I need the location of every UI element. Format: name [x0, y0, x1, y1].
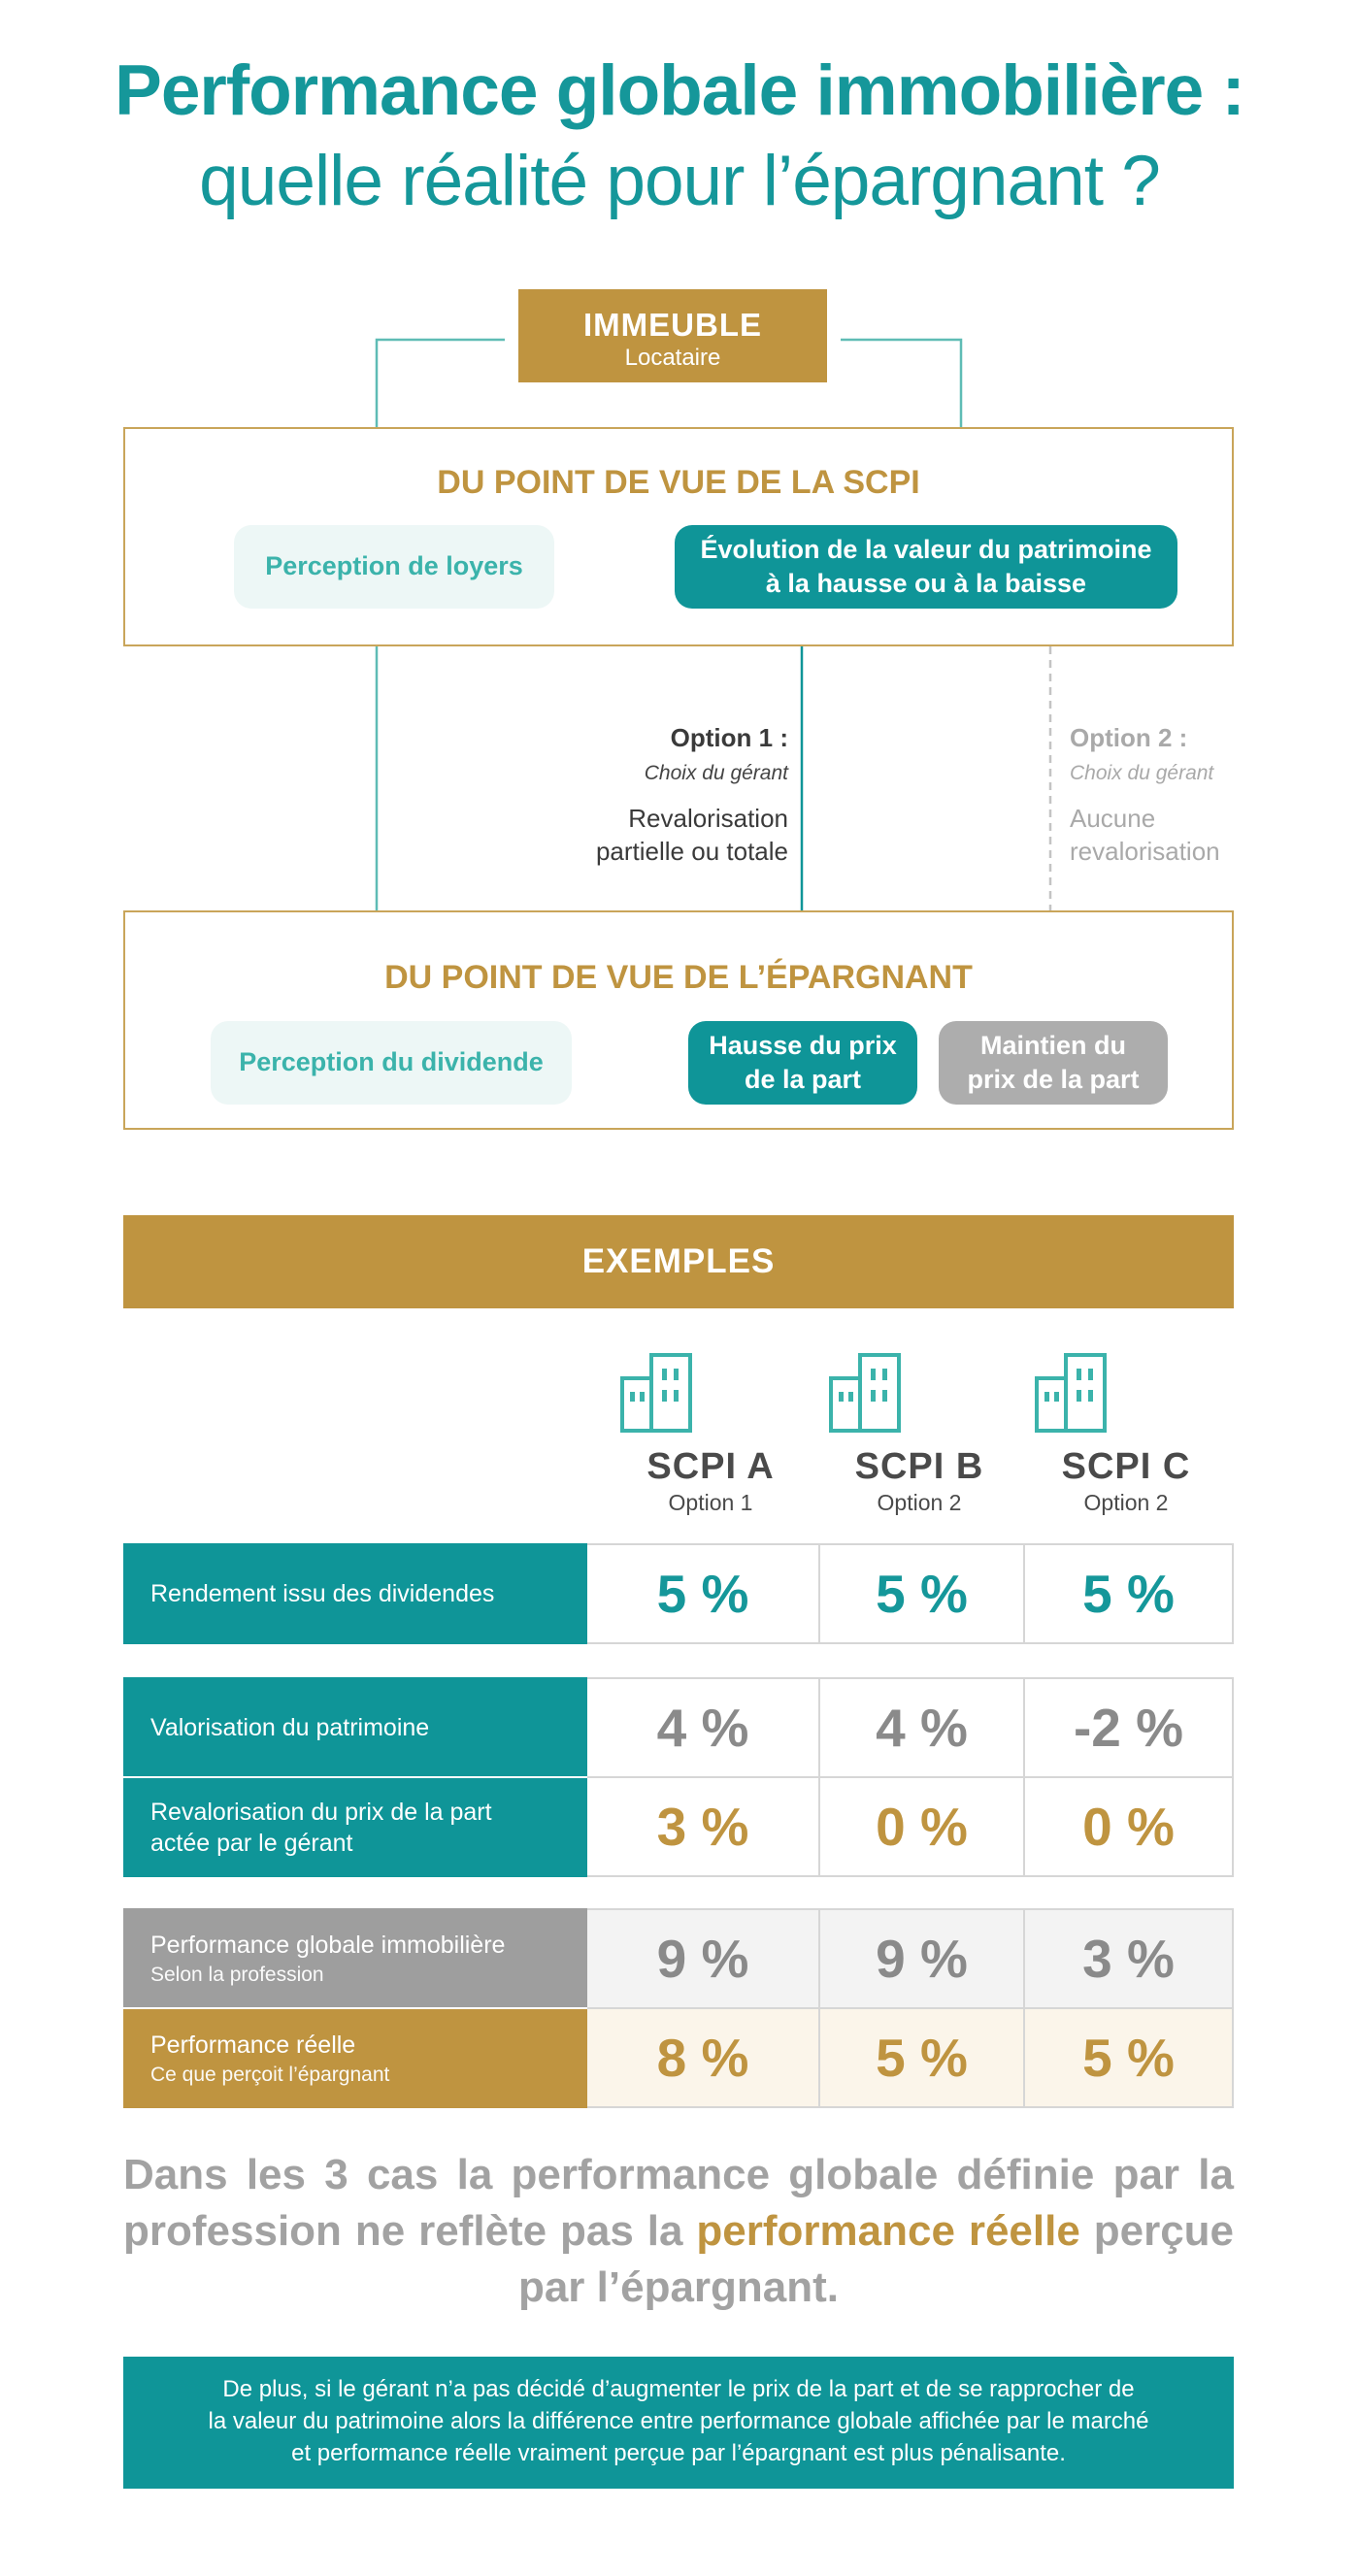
footnote-line2: la valeur du patrimoine alors la différence entre performance globale affichée par le marché — [208, 2408, 1149, 2434]
scpi-option: Option 2 — [1083, 1490, 1169, 1515]
option1-title: Option 1 : — [670, 723, 788, 752]
pill-hausse-line1: Hausse du prix — [709, 1030, 897, 1060]
option2-block — [1070, 722, 1264, 869]
table-cell: 9 % — [587, 1908, 820, 2009]
column-header-scpi-c — [1029, 1446, 1223, 1516]
row-label — [123, 1908, 587, 2009]
option1-text-line2: partielle ou totale — [595, 837, 788, 867]
footnote-box — [123, 2357, 1234, 2489]
pill-maintien-prix — [939, 1021, 1168, 1105]
row-label — [123, 1776, 587, 1877]
pill-maintien-line1: Maintien du — [980, 1030, 1126, 1060]
column-header-scpi-b — [822, 1446, 1016, 1516]
table-cell: 5 % — [820, 1543, 1025, 1644]
pill-hausse-line2: de la part — [744, 1065, 862, 1094]
option2-title: Option 2 : — [1070, 723, 1188, 752]
conclusion-highlight: performance réelle — [696, 2207, 1080, 2255]
table-row-valorisation — [123, 1677, 1234, 1778]
table-cell: -2 % — [1025, 1677, 1234, 1778]
pill-evolution-valeur — [675, 525, 1177, 609]
option1-text-line1: Revalorisation — [628, 803, 788, 833]
pill-evolution-line2: à la hausse ou à la baisse — [765, 569, 1087, 598]
table-cell: 5 % — [1025, 2007, 1234, 2108]
option2-text-line1: Aucune — [1070, 803, 1156, 833]
scpi-name: SCPI B — [854, 1446, 984, 1487]
saver-view-title: DU POINT DE VUE DE L’ÉPARGNANT — [384, 959, 973, 996]
table-cell: 3 % — [1025, 1908, 1234, 2009]
building-icon — [825, 1349, 922, 1441]
table-row-revalorisation — [123, 1776, 1234, 1877]
row-label-line1: Revalorisation du prix de la part — [150, 1798, 492, 1826]
immeuble-title: IMMEUBLE — [583, 307, 762, 343]
examples-banner: EXEMPLES — [123, 1215, 1234, 1308]
table-cell: 8 % — [587, 2007, 820, 2108]
immeuble-subtitle: Locataire — [624, 345, 721, 371]
building-icon — [1031, 1349, 1128, 1441]
pill-perception-dividende: Perception du dividende — [211, 1021, 572, 1105]
table-cell: 4 % — [587, 1677, 820, 1778]
immeuble-box — [518, 289, 827, 382]
pill-maintien-line2: prix de la part — [967, 1065, 1140, 1094]
option1-subtitle: Choix du gérant — [644, 761, 788, 784]
pill-evolution-line1: Évolution de la valeur du patrimoine — [700, 534, 1152, 564]
page-title: Performance globale immobilière : — [115, 51, 1244, 130]
conclusion-part1: Dans les 3 cas la performance globale définie par la profession ne reflète pas la — [123, 2151, 1234, 2255]
option2-text-line2: revalorisation — [1070, 837, 1220, 867]
row-label-main: Performance globale immobilière — [150, 1932, 506, 1960]
column-header-scpi-a — [613, 1446, 808, 1516]
scpi-name: SCPI C — [1061, 1446, 1191, 1487]
table-cell: 3 % — [587, 1776, 820, 1877]
footnote-line3: et performance réelle vraiment perçue par l’épargnant est plus pénalisante. — [291, 2440, 1066, 2466]
saver-view-frame — [123, 910, 1234, 1130]
scpi-name: SCPI A — [646, 1446, 775, 1487]
table-row-performance-globale — [123, 1908, 1234, 2009]
row-label-main: Performance réelle — [150, 2031, 356, 2060]
table-cell: 9 % — [820, 1908, 1025, 2009]
conclusion-text — [123, 2147, 1234, 2316]
table-cell: 0 % — [1025, 1776, 1234, 1877]
table-row-performance-reelle — [123, 2007, 1234, 2108]
building-icon — [616, 1349, 713, 1441]
table-cell: 5 % — [820, 2007, 1025, 2108]
option2-subtitle: Choix du gérant — [1070, 761, 1214, 784]
page-subtitle: quelle réalité pour l’épargnant ? — [199, 142, 1160, 220]
row-label-sub: Ce que perçoit l’épargnant — [150, 2063, 390, 2086]
conclusion-part2: perçue par l’épargnant. — [517, 2207, 1235, 2311]
row-label: Rendement issu des dividendes — [123, 1543, 587, 1644]
row-label: Valorisation du patrimoine — [123, 1677, 587, 1778]
pill-hausse-prix — [688, 1021, 917, 1105]
table-cell: 5 % — [587, 1543, 820, 1644]
row-label-sub: Selon la profession — [150, 1963, 324, 1986]
table-row-dividendes — [123, 1543, 1234, 1644]
scpi-view-title: DU POINT DE VUE DE LA SCPI — [437, 464, 920, 501]
option1-block — [544, 722, 788, 869]
row-label — [123, 2007, 587, 2108]
pill-perception-loyers: Perception de loyers — [234, 525, 554, 609]
footnote-line1: De plus, si le gérant n’a pas décidé d’augmenter le prix de la part et de se rapprocher de — [222, 2376, 1135, 2402]
table-cell: 0 % — [820, 1776, 1025, 1877]
scpi-view-frame — [123, 427, 1234, 646]
scpi-option: Option 2 — [877, 1490, 962, 1515]
table-cell: 4 % — [820, 1677, 1025, 1778]
scpi-option: Option 1 — [668, 1490, 753, 1515]
table-cell: 5 % — [1025, 1543, 1234, 1644]
row-label-line2: actée par le gérant — [150, 1830, 353, 1857]
